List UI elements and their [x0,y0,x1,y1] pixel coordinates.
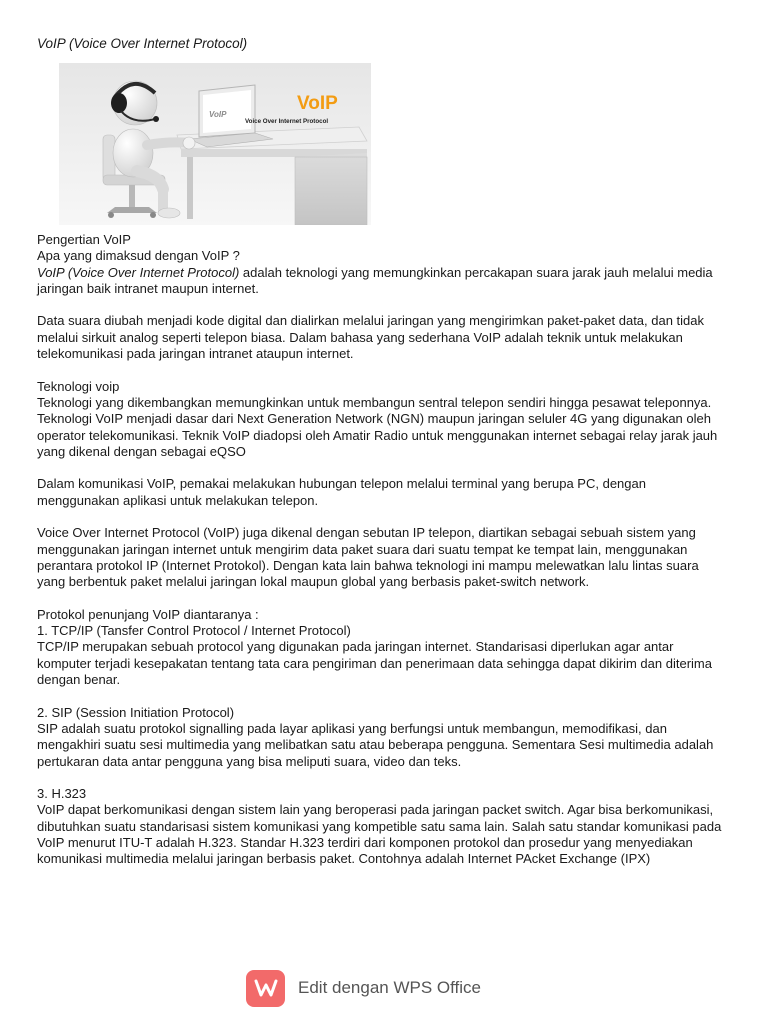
voip-logo-heading: VoIP [297,93,338,114]
document-body [37,232,729,884]
paragraph-intro [37,265,729,298]
intro-rest: adalah teknologi yang memungkinkan percakapan suara jarak jauh melalui media jaringan baik intranet maupun internet. [37,264,713,296]
paragraph-teknologi-2: Dalam komunikasi VoIP, pemakai melakukan hubungan telepon melalui terminal yang berupa PC, dengan menggunakan aplikasi untuk melakukan telepon. [37,476,646,508]
protocol-text-h323: VoIP dapat berkomunikasi dengan sistem lain yang beroperasi pada jaringan packet switch. Agar bisa berkomunikasi, dibutuhkan suatu standarisasi sistem komunikasi yang kompetible satu sama lain. Salah satu standar komunikasi pada VoIP menurut ITU-T adalah H.323. Standar H.323 terdiri dari komponen protokol dan prosedur yang menyediakan komunikasi multimedia melalui jaringan berbasis paket. Contohnya adalah Internet PAcket Exchange (IPX) [37,802,722,867]
question-heading: Apa yang dimaksud dengan VoIP ? [37,248,240,264]
protocol-text-sip: SIP adalah suatu protokol signalling pada layar aplikasi yang berfungsi untuk membangun, memodifikasi, dan mengakhiri suatu sesi multimedia yang melibatkan satu atau beberapa pengguna. Sementara Sesi multimedia adalah pertukaran data antar pengguna yang bisa meliputi suara, video dan teks. [37,720,714,769]
wps-logo-icon [246,970,285,1007]
protocol-heading-h323: 3. H.323 [37,786,87,802]
voip-illustration [59,63,371,225]
paragraph-data-suara: Data suara diubah menjadi kode digital dan dialirkan melalui jaringan yang mengirimkan paket-paket data, dan tidak melalui sirkuit analog seperti telepon biasa. Dalam bahasa yang sederhana VoIP adalah teknik untuk melakukan telekomunikasi pada jaringan intranet ataupun internet. [37,313,705,362]
laptop-screen-label: VoIP [209,110,227,119]
wps-edit-label[interactable]: Edit dengan WPS Office [298,978,482,997]
section-heading-pengertian: Pengertian VoIP [37,232,131,247]
protocol-heading-sip: 2. SIP (Session Initiation Protocol) [37,704,235,720]
intro-italic: VoIP (Voice Over Internet Protocol) [37,264,240,280]
paragraph-teknologi-3: Voice Over Internet Protocol (VoIP) juga dikenal dengan sebutan IP telepon, diartikan sebagai sebuah sistem yang menggunakan jaringan internet untuk mengirim data paket suara dari suatu tempat ke tempat lain, menggunakan perantara protokol IP (Internet Protokol). Dengan kata lain bahwa teknologi ini mampu melewatkan lalu lintas suara yang berbentuk paket melalui jaringan lokal maupun global yang berbasis paket-switch network. [37,525,699,590]
protocol-text-tcpip: TCP/IP merupakan sebuah protocol yang digunakan pada jaringan internet. Standarisasi diperlukan agar antar komputer terjadi kesepakatan tentang tata cara pengiriman dan penerimaan data sehingga dapat dikirim dan diterima dengan benar. [37,639,712,688]
protocol-heading-tcpip: 1. TCP/IP (Tansfer Control Protocol / Internet Protocol) [37,623,351,639]
paragraph-teknologi-1: Teknologi yang dikembangkan memungkinkan untuk membangun sentral telepon sendiri hingga pesawat teleponnya. Teknologi VoIP menjadi dasar dari Next Generation Network (NGN) maupun jaringan seluler 4G yang digunakan oleh operator telekomunikasi. Teknik VoIP diadopsi oleh Amatir Radio untuk menggunakan internet sebagai relay jarak jauh yang dikenal dengan sebagai eQSO [37,394,718,459]
section-heading-teknologi: Teknologi voip [37,378,120,394]
protocol-list-intro: Protokol penunjang VoIP diantaranya : [37,606,259,622]
voip-logo-subheading: Voice Over Internet Protocol [245,118,329,125]
wps-edit-banner[interactable] [246,969,481,1007]
document-title: VoIP (Voice Over Internet Protocol) [37,36,248,51]
